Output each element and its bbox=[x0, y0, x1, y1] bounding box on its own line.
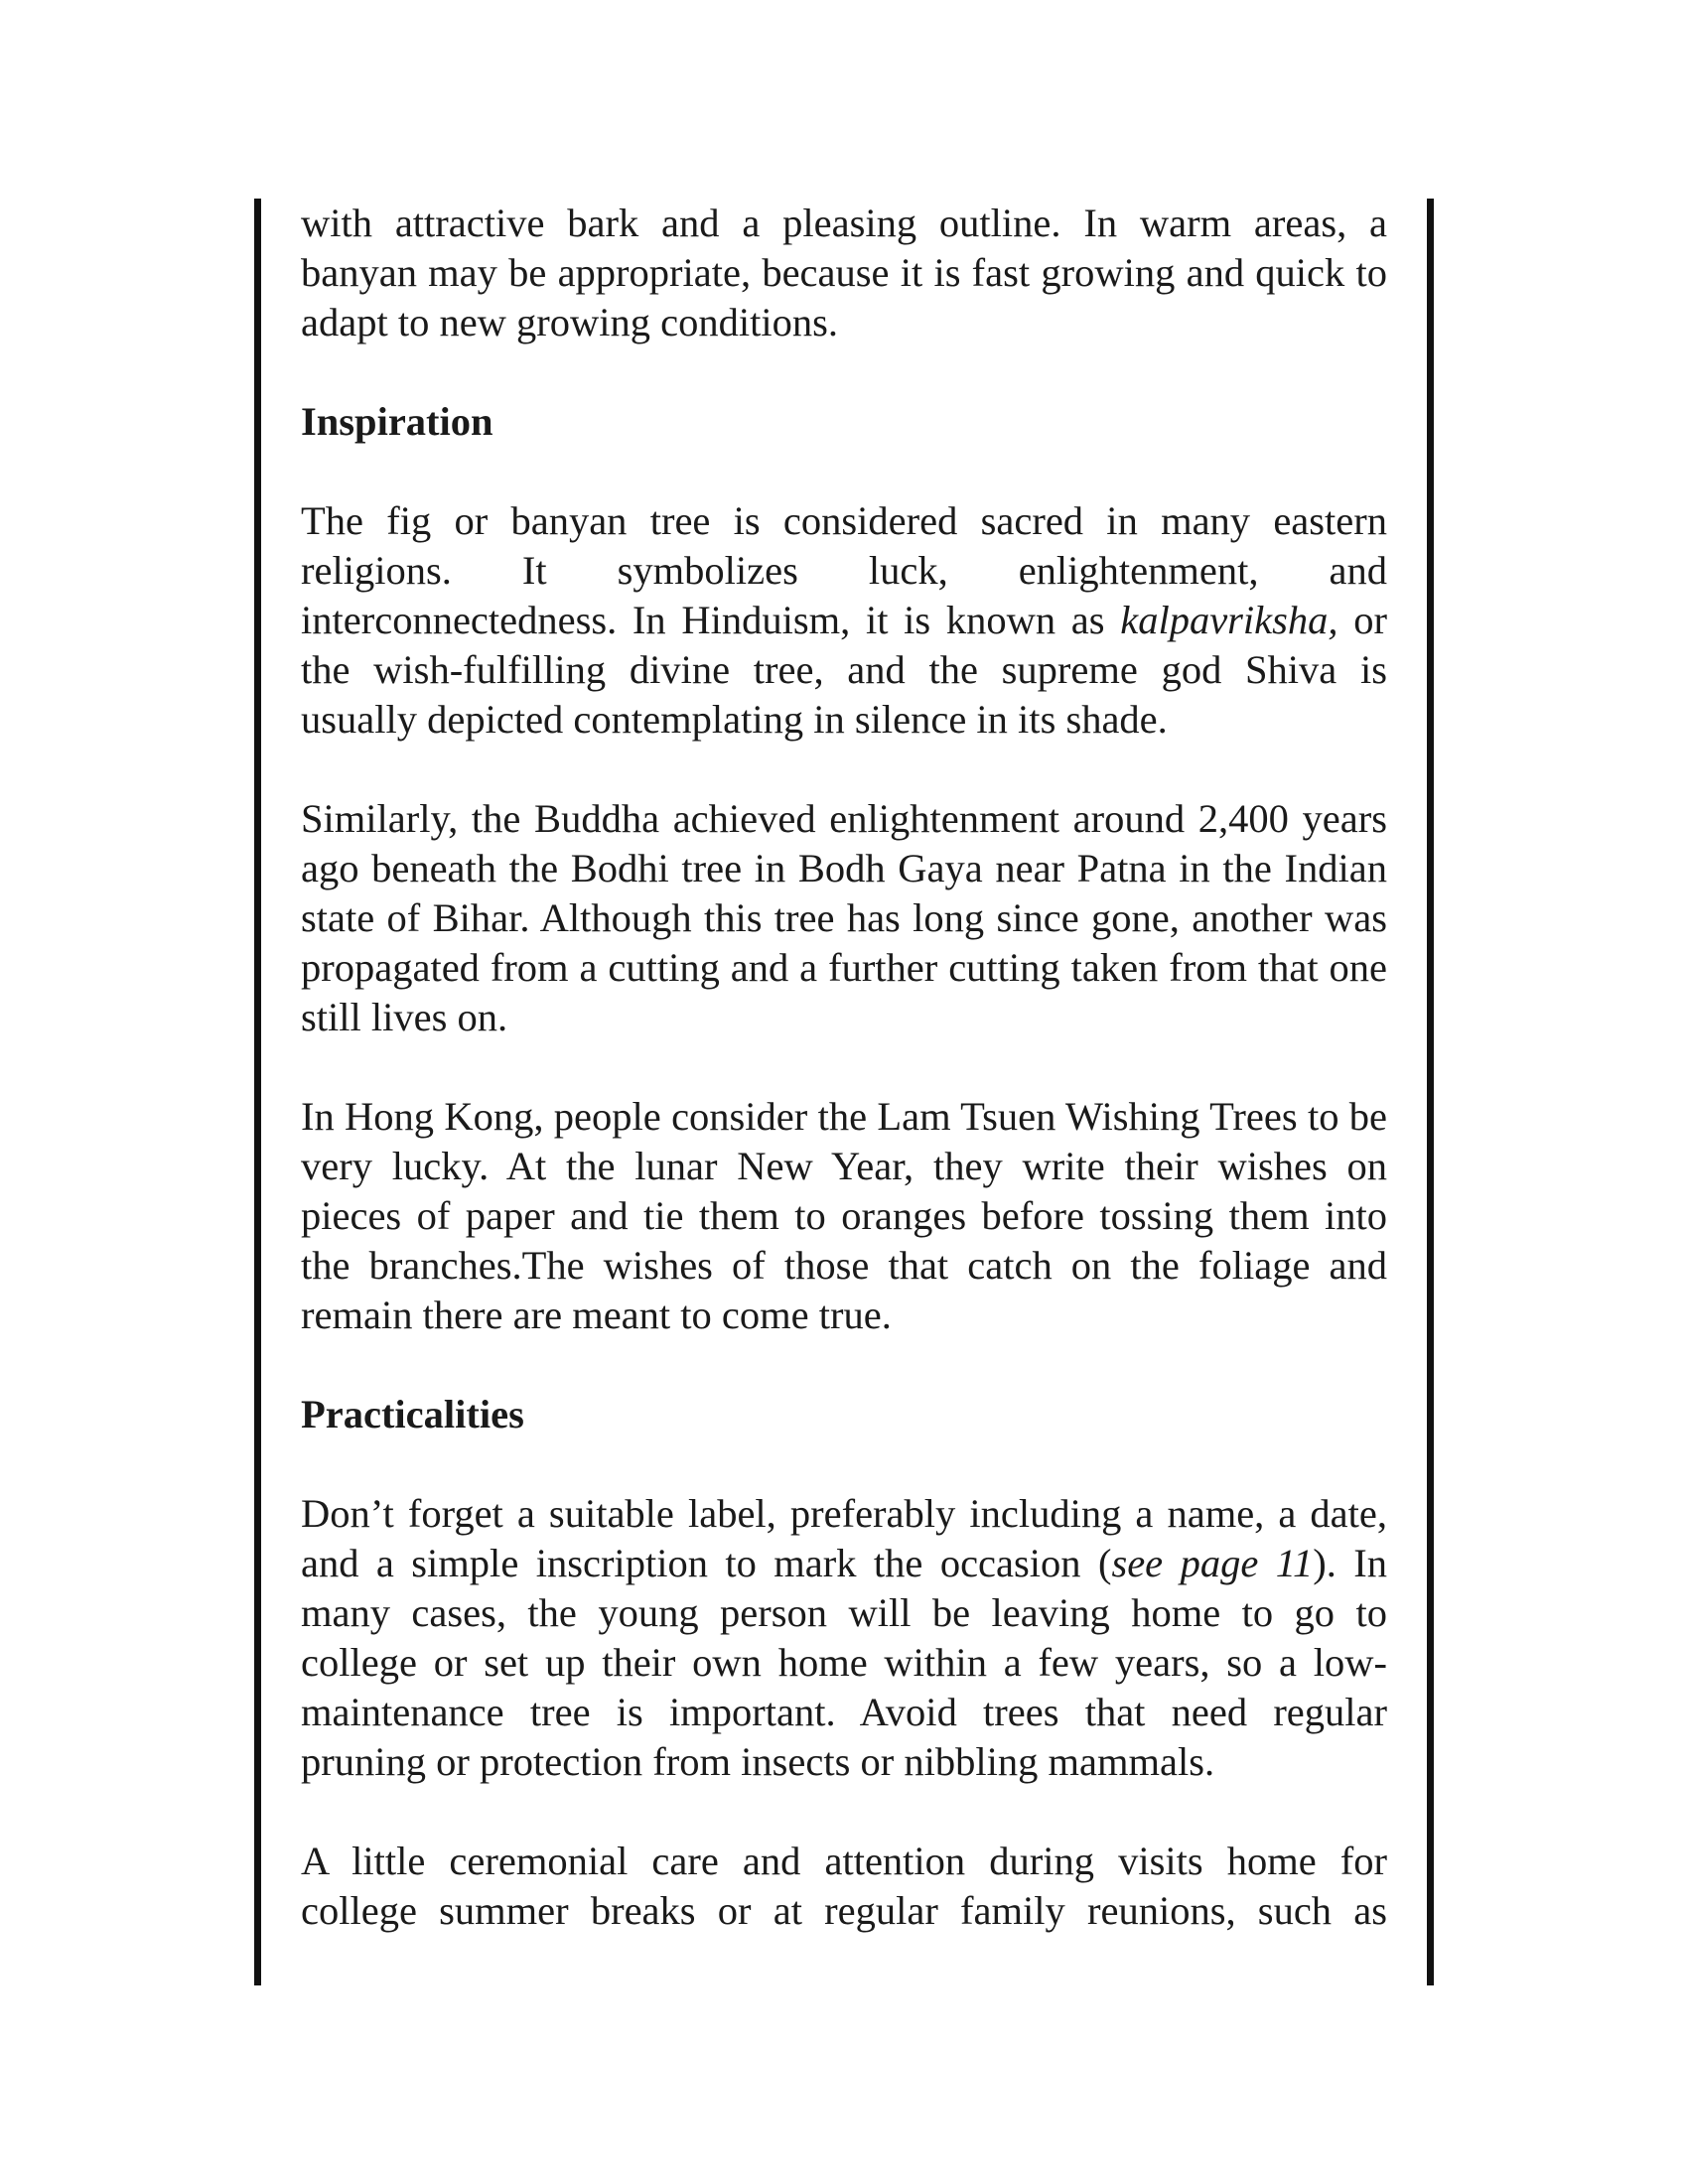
practicalities-p1-italic-ref: see page 11 bbox=[1111, 1541, 1314, 1585]
inspiration-paragraph-2: Similarly, the Buddha achieved enlightenment around 2,400 years ago beneath the Bodhi tree in Bodh Gaya near Patna in the Indian state of Bihar. Although this tree has long since gone, another was propagated from a cutting and a further cutting taken from that one still lives on. bbox=[301, 796, 1387, 1039]
inspiration-p1-text-b: or the wish-fulfilling divine tree, and the supreme god Shiva is usually depicted contemplating in silence in its shade. bbox=[301, 598, 1387, 742]
left-margin-rule bbox=[254, 199, 261, 1985]
inspiration-paragraph-1 bbox=[301, 496, 1387, 745]
practicalities-paragraph-2: A little ceremonial care and attention during visits home for college summer breaks or at regular family reunions, such as bbox=[301, 1839, 1387, 1933]
inspiration-heading: Inspiration bbox=[301, 399, 493, 444]
inspiration-p1-italic-term: kalpavriksha, bbox=[1120, 598, 1338, 642]
practicalities-paragraph-1 bbox=[301, 1489, 1387, 1787]
practicalities-heading: Practicalities bbox=[301, 1392, 524, 1436]
practicalities-p1-text-b: ). In many cases, the young person will be leaving home to go to college or set up their own home within a few years, so a low-maintenance tree is important. Avoid trees that need regular pruning or protection from insects or nibbling mammals. bbox=[301, 1541, 1387, 1784]
right-margin-rule bbox=[1427, 199, 1434, 1985]
intro-paragraph: with attractive bark and a pleasing outline. In warm areas, a banyan may be appropriate, because it is fast growing and quick to adapt to new growing conditions. bbox=[301, 201, 1387, 344]
practicalities-p1-text-a: Don’t forget a suitable label, preferably including a name, a date, and a simple inscription to mark the occasion ( bbox=[301, 1491, 1387, 1585]
inspiration-paragraph-3: In Hong Kong, people consider the Lam Tsuen Wishing Trees to be very lucky. At the lunar New Year, they write their wishes on pieces of paper and tie them to oranges before tossing them into the branches.The wishes of those that catch on the foliage and remain there are meant to come true. bbox=[301, 1094, 1387, 1337]
inspiration-p1-text-a: The fig or banyan tree is considered sacred in many eastern religions. It symbolizes luck, enlightenment, and interconnectedness. In Hinduism, it is known as bbox=[301, 498, 1387, 642]
page-content bbox=[301, 199, 1387, 1936]
